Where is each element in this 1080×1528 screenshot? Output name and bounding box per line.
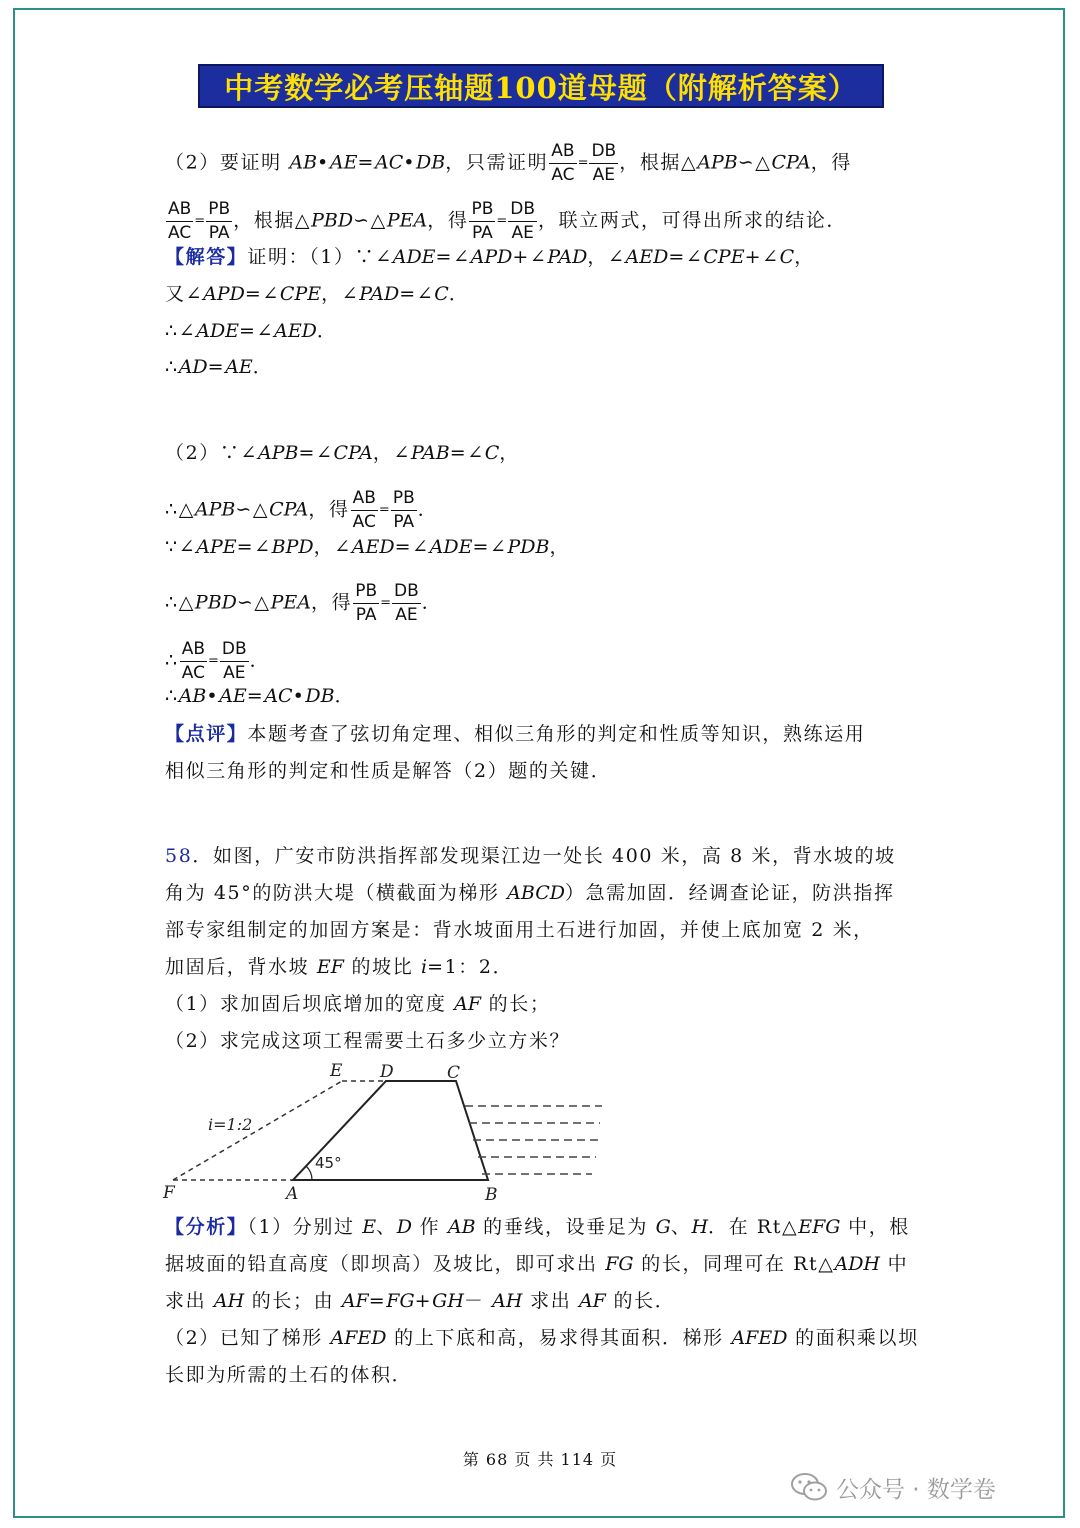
fraction: $\frac{PB}{PA}$: [355, 581, 378, 625]
comment-line-1: 【点评】本题考查了弦切角定理、相似三角形的判定和性质等知识，熟练运用: [165, 723, 866, 745]
analysis-58-line-3: 求出 AH 的长；由 AF=FG+GH－ AH 求出 AF 的长．: [165, 1290, 676, 1312]
fraction: $\frac{AB}{AC}$: [181, 639, 205, 683]
fraction: $\frac{DB}{AE}$: [394, 581, 419, 625]
label-c: C: [447, 1063, 461, 1083]
analysis-58-line-4: （2）已知了梯形 AFED 的上下底和高，易求得其面积．梯形 AFED 的面积乘以坝: [165, 1327, 919, 1349]
solution-line-8: ∴△PBD∽△PEA，得 $\frac{PB}{PA}$ = $\frac{DB}{AE}$ ．: [165, 581, 443, 625]
problem-58-line-4: 加固后，背水坡 EF 的坡比 i=1：2．: [165, 956, 514, 978]
label-b: B: [485, 1185, 498, 1205]
solution-line-3: ∴∠ADE=∠AED．: [165, 320, 338, 342]
analysis-part2-line-2: $\frac{AB}{AC}$ = $\frac{PB}{PA}$ ，根据△PBD∽△PEA，得 $\frac{PB}{PA}$ = $\frac{DB}{AE}$ ，联立两式，可得出所求的结论．: [168, 199, 848, 243]
solution-line-2: 又∠APD=∠CPE，∠PAD=∠C．: [165, 283, 470, 305]
fraction: $\frac{DB}{AE}$: [591, 141, 617, 185]
problem-58-line-1: 58．如图，广安市防洪指挥部发现渠江边一处长 400 米，高 8 米，背水坡的坡: [165, 845, 896, 867]
fraction: $\frac{PB}{PA}$: [392, 488, 415, 532]
slope-ratio-label: i=1:2: [208, 1115, 253, 1134]
solution-line-4: ∴AD=AE．: [165, 356, 274, 378]
analysis-58-line-5: 长即为所需的土石的体积．: [165, 1364, 413, 1386]
fraction: $\frac{DB}{AE}$: [221, 639, 247, 683]
fraction: $\frac{PB}{PA}$: [471, 199, 494, 243]
solution-line-6: ∴△APB∽△CPA，得 $\frac{AB}{AC}$ = $\frac{PB}{PA}$ ．: [165, 488, 439, 532]
fraction: $\frac{AB}{AC}$: [168, 199, 192, 243]
fraction: $\frac{AB}{AC}$: [352, 488, 376, 532]
comment-line-2: 相似三角形的判定和性质是解答（2）题的关键．: [165, 760, 612, 782]
label-e: E: [330, 1061, 343, 1081]
problem-58-question-2: （2）求完成这项工程需要土石多少立方米？: [165, 1030, 571, 1052]
fraction: $\frac{DB}{AE}$: [510, 199, 536, 243]
solution-tag: 【解答】: [165, 246, 248, 268]
analysis-part2-line-1: （2）要证明 AB•AE=AC•DB，只需证明 $\frac{AB}{AC}$ = $\frac{DB}{AE}$ ，根据△APB∽△CPA，得: [165, 141, 852, 185]
solution-line-7: ∵∠APE=∠BPD，∠AED=∠ADE=∠PDB，: [165, 536, 571, 558]
analysis-tag: 【分析】: [165, 1216, 248, 1238]
wechat-icon: [790, 1472, 828, 1502]
solution-line-1: 【解答】证明：（1）∵∠ADE=∠APD+∠PAD，∠AED=∠CPE+∠C，: [165, 246, 815, 268]
label-d: D: [380, 1062, 394, 1082]
watermark: 公众号 · 数学卷: [790, 1470, 996, 1504]
angle-label: 45°: [315, 1154, 342, 1172]
problem-58-line-2: 角为 45°的防洪大堤（横截面为梯形 ABCD）急需加固．经调查论证，防洪指挥: [165, 882, 895, 904]
analysis-58-line-1: 【分析】（1）分别过 E、D 作 AB 的垂线，设垂足为 G、H．在 Rt△EFG 中，根: [165, 1216, 910, 1238]
page-number: 第 68 页 共 114 页: [462, 1450, 618, 1469]
angle-arc: [306, 1166, 312, 1180]
page-title: 中考数学必考压轴题100道母题（附解析答案）: [198, 64, 884, 108]
comment-tag: 【点评】: [165, 723, 248, 745]
dam-cross-section-figure: [160, 1058, 610, 1208]
solution-line-5: （2）∵∠APB=∠CPA，∠PAB=∠C，: [165, 442, 520, 464]
problem-number: 58: [165, 845, 193, 867]
fraction: $\frac{PB}{PA}$: [208, 199, 231, 243]
solution-line-10: ∴AB•AE=AC•DB．: [165, 685, 356, 707]
label-a: A: [286, 1184, 299, 1204]
problem-58-line-3: 部专家组制定的加固方案是：背水坡面用土石进行加固，并使上底加宽 2 米，: [165, 919, 874, 941]
analysis-58-line-2: 据坡面的铅直高度（即坝高）及坡比，即可求出 FG 的长，同理可在 Rt△ADH 中: [165, 1253, 909, 1275]
fraction: $\frac{AB}{AC}$: [551, 141, 575, 185]
problem-58-question-1: （1）求加固后坝底增加的宽度 AF 的长；: [165, 993, 551, 1015]
label-f: F: [163, 1183, 175, 1203]
solution-line-9: ∴ $\frac{AB}{AC}$ = $\frac{DB}{AE}$ ．: [165, 639, 271, 683]
